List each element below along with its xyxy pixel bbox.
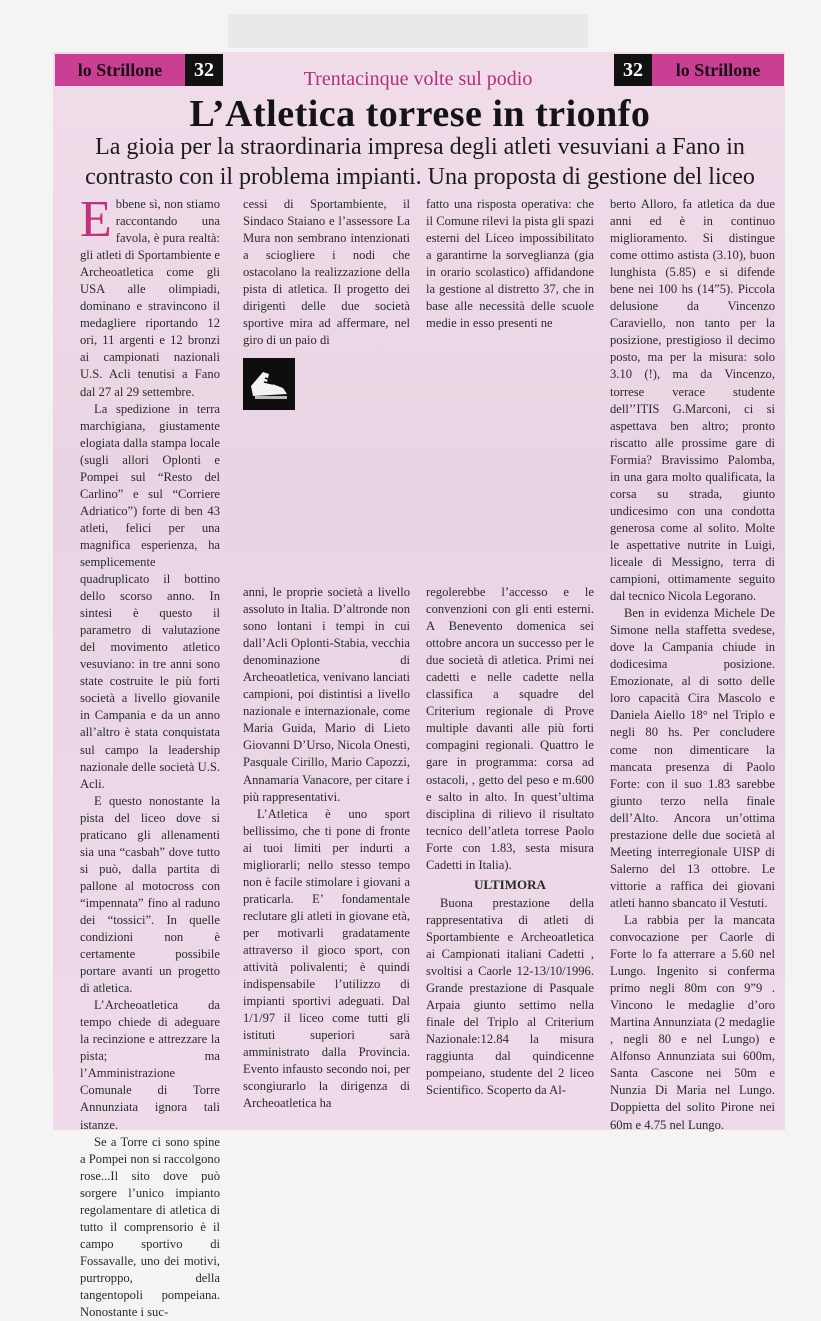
paragraph: berto Alloro, fa atletica da due anni ed è in continuo miglioramento. Si distingue come ottimo astista (3.10), buon lunghista (5.85) e si difende bene nei 100 hs (14”5). Piccola delusione da Vincenzo Caraviello, non tanto per la posizione, prestigioso il decimo posto, ma per la misura: solo 3.10 (!), ma da Vincenzo, torrese verace studente dell’’ITIS G.Marconi, ci si aspettava ben altro; pronto riscatto alle prossime gare di Formia? Bravissimo Palomba, in una gara molto qualificata, la corsa su strada, giunto undicesimo con una condotta generosa come al solito. Molte le aspettative nutrite in Luigi, liceale di Messigno, terra di campioni, ottimamente seguito dal tecnico Nicola Legorano. xyxy=(610,197,775,604)
column-2-top xyxy=(243,196,410,346)
column-4 xyxy=(610,196,775,1132)
paragraph-text: bbene sì, non stiamo raccontando una favola, è pura realtà: gli atleti di Sportambiente e Archeoatletica come gli USA alle olimpiadi, dominano e stravincono il medagliere riportando 12 ori, 11 argenti e 12 bronzi ai campionati nazionali U.S. Acli tenutisi a Fano dal 27 al 29 settembre. xyxy=(80,197,220,399)
section-heading: ULTIMORA xyxy=(474,876,546,892)
column-3-top xyxy=(426,196,594,352)
column-3-bottom xyxy=(426,584,594,1120)
page-number-right: 32 xyxy=(614,54,652,86)
publication-name-left: lo Strillone xyxy=(77,59,163,80)
paragraph: L’Archeoatletica da tempo chiede di adeguare la recinzione e attrezzare la pista; ma l’Amministrazione Comunale di Torre Annunziata ignora tali istanze. xyxy=(80,998,220,1132)
paragraph: La spedizione in terra marchigiana, giustamente elogiata dalla stampa locale (sugli allori Oplonti e Pompei sul “Resto del Carlino” e sul “Corriere Adriatico”) forte di ben 43 atleti, felici per una magnifica esperienza, ha semplicemente quadruplicato il bottino dello scorso anno. In sintesi è questo il parametro di valutazione del movimento atletico vesuviano: in tre anni sono state costruite le più forti società a livello giovanile in Campania e da un anno all’altro è stata conquistata sul campo la leadership nazionale delle società U.S. Acli. xyxy=(80,401,220,791)
drop-cap: E xyxy=(80,191,112,248)
paragraph: fatto una risposta operativa: che il Comune rilevi la pista gli spazi esterni del Liceo impossibilitato a garantirne la sorveglianza (gia in orario scolastico) affidandone la gestione al distretto 37, che in base alle necessità delle scuole medie in esso presenti ne xyxy=(426,197,594,331)
article-title: L’Atletica torrese in trionfo xyxy=(189,93,651,135)
paragraph: L’Atletica è uno sport bellissimo, che ti pone di fronte ai tuoi limiti per indurti a migliorarli; nello stesso tempo non è facile stimolare i giovani a praticarla. E’ fondamentale reclutare gli atleti in giovane età, per motivarli gradatamente attraverso il gioco sport, con attività polivalenti; è quindi indispensabile l’utilizzo di impianti sportivi adeguati. Dal 1/1/97 il liceo come tutti gli istituti superiori sarà amministrato dalla Provincia. Evento infausto secondo noi, per scongiurarlo la dirigenza di Archeoatletica ha xyxy=(243,806,410,1111)
article-kicker: Trentacinque volte sul podio xyxy=(303,68,533,90)
running-shoe-icon xyxy=(243,358,295,410)
paragraph: Ben in evidenza Michele De Simone nella staffetta svedese, dove la Campania chiude in dodicesima posizione. Emozionate, al di sotto delle loro capacità Cira Mascolo e Daniela Aiello 18° nel Triplo e negli 80 hs. Per concludere come non dimenticare la mancata presenza di Paolo Forte: con il suo 1.83 sarebbe giunto terzo nella finale dell’Alto. Ancora un’ottima prestazione delle due società al Meeting interregionale UISP di Salerno del 13 ottobre. Le vittorie a raffica dei giovani atleti hanno sbancato il Vestuti. xyxy=(610,606,775,910)
paragraph: anni, le proprie società a livello assoluto in Italia. D’altronde non sono lontani i tempi in cui dall’Acli Oplonti-Stabia, vecchia denominazione di Archeoatletica, venivano lanciati campioni, poi distintisi a livello nazionale e internazionale, come Maria Guida, Mario di Lieto Giovanni D’Urso, Nicola Onesti, Pasquale Cirillo, Mario Capozzi, Annamaria Vanacore, per citare i più rappresentativi. xyxy=(243,585,410,804)
paragraph: Se a Torre ci sono spine a Pompei non si raccolgono rose...Il sito dove può sorgere l’unico impianto regolamentare di atletica di tutto il comprensorio è il campo sportivo di Fossavalle, uno dei motivi, purtroppo, della tangentopoli pompeiana. Nonostante i suc- xyxy=(80,1134,220,1320)
paragraph: E questo nonostante la pista del liceo dove si praticano gli allenamenti sia una “casbah” dove tutto si può, dalla partita di pallone al motocross con “impennata” fino al raduno dei “tossici”. In quelle condizioni non è certamente possibile portare avanti un progetto di atletica. xyxy=(80,793,220,996)
header-left-tab xyxy=(55,54,223,86)
paragraph: regolerebbe l’accesso e le convenzioni con gli enti esterni. A Benevento domenica sei ottobre ancora un successo per le due società di atletica. Primi nei cadetti e nelle cadette nella classifica a squadre del Criterium regionale di Prove multiple davanti alle più forti compagini regionali. Quattro le gare in programma: corsa ad ostacoli, , getto del peso e m.600 e salto in alto. In quest’ultima disciplina di rilievo il risultato tecnico dell’atleta torrese Paolo Forte con 1.83, sesta misura Cadetti in Italia). xyxy=(426,585,594,872)
paragraph: cessi di Sportambiente, il Sindaco Staiano e l’assessore La Mura non sembrano intenzionati a sciogliere i nodi che ostacolano la realizzazione della pista di atletica. Il progetto dei dirigenti delle due società sportive mira ad affermare, nel giro di un paio di xyxy=(243,197,410,348)
paragraph xyxy=(80,191,220,401)
top-strip xyxy=(228,14,588,48)
header-right-tab xyxy=(614,54,784,86)
column-2-bottom xyxy=(243,584,410,1120)
column-1 xyxy=(80,191,220,1320)
paragraph: Buona prestazione della rappresentativa di atleti di Sportambiente e Archeoatletica ai Campionati italiani Cadetti , svoltisi a Caorle 12-13/10/1996. Grande prestazione di Pasquale Arpaia giunto settimo nella finale del Triplo al Criterium Nazionale:12.84 la misura raggiunta dal quindicenne pompeiano, studente del 2 liceo Scientifico. Scoperto da Al- xyxy=(426,895,594,1098)
page-number-left: 32 xyxy=(185,54,223,86)
publication-name-right: lo Strillone xyxy=(675,59,761,80)
article-subtitle: La gioia per la straordinaria impresa degli atleti vesuviani a Fano in contrasto con il problema impianti. Una proposta di gestione del liceo xyxy=(85,134,755,190)
paragraph: La rabbia per la mancata convocazione per Caorle di Forte lo fa atterrare a 5.60 nel Lungo. Ingenito si conferma primo negli 80m con 9”9 . Vincono le medaglie d’oro Martina Annunziata (2 medaglie , negli 80 e nel Lungo) e Alfonso Annunziata sui 600m, Santa Cascone nei 50m e Nunzia Di Maria nel Lungo. Doppietta del solito Pirone nei 60m e 4.75 nel Lungo. xyxy=(610,912,775,1132)
